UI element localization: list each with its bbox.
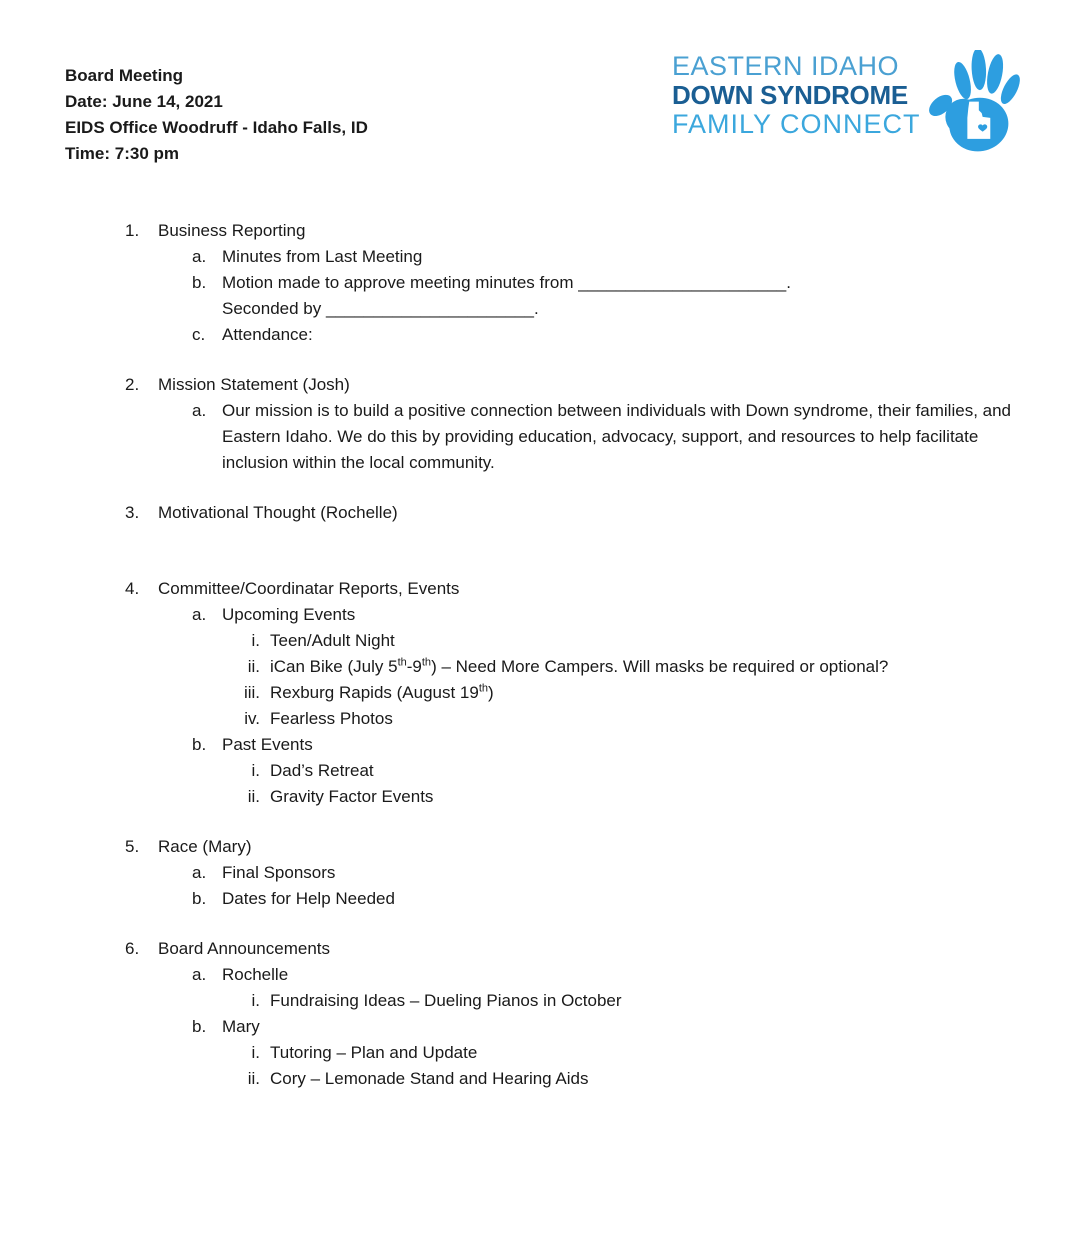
list-marker: 2. (125, 375, 140, 394)
org-logo-text (672, 52, 921, 139)
agenda-item-1a (0, 244, 1080, 270)
agenda-item-text: Fearless Photos (270, 709, 393, 728)
text-part: iCan Bike (July 5 (270, 657, 398, 676)
list-marker: i. (251, 761, 260, 780)
agenda-item-2 (0, 372, 1080, 398)
agenda-item-text: Business Reporting (158, 221, 306, 240)
meeting-info (65, 63, 368, 167)
agenda-item-5 (0, 834, 1080, 860)
agenda-item-text: Gravity Factor Events (270, 787, 434, 806)
list-marker: a. (192, 605, 207, 624)
agenda-outline (0, 218, 1080, 1092)
agenda-item-4a-iv (0, 706, 1080, 732)
agenda-item-text: Motion made to approve meeting minutes from ______________________. (222, 273, 791, 292)
agenda-item-4b-ii (0, 784, 1080, 810)
agenda-item-text: Tutoring – Plan and Update (270, 1043, 478, 1062)
list-marker: iii. (243, 683, 260, 702)
agenda-item-text: Fundraising Ideas – Dueling Pianos in October (270, 991, 622, 1010)
text-part: Rexburg Rapids (August 19 (270, 683, 479, 702)
agenda-item-text: Dad’s Retreat (270, 761, 374, 780)
agenda-item-text: Board Announcements (158, 939, 331, 958)
agenda-item-4b-i (0, 758, 1080, 784)
agenda-item-3 (0, 500, 1080, 526)
agenda-item-text: Past Events (222, 735, 313, 754)
agenda-item-text: Rochelle (222, 965, 289, 984)
handprint-idaho-icon (927, 50, 1023, 158)
org-logo-line3: FAMILY CONNECT (672, 109, 921, 139)
list-marker: ii. (247, 1069, 260, 1088)
list-marker: a. (192, 863, 207, 882)
agenda-item-4b (0, 732, 1080, 758)
text-part: -9 (406, 657, 422, 676)
agenda-item-1 (0, 218, 1080, 244)
agenda-item-text: Final Sponsors (222, 863, 336, 882)
agenda-item-5a (0, 860, 1080, 886)
list-marker: 1. (125, 221, 140, 240)
list-marker: a. (192, 401, 207, 420)
list-marker: i. (251, 1043, 260, 1062)
list-marker: 4. (125, 579, 140, 598)
list-marker: i. (251, 991, 260, 1010)
agenda-item-6a-i (0, 988, 1080, 1014)
list-marker: b. (192, 1017, 207, 1036)
agenda-item-2a (0, 398, 1080, 476)
list-marker: b. (192, 735, 207, 754)
agenda-item-6 (0, 936, 1080, 962)
list-marker: 5. (125, 837, 140, 856)
agenda-item-text: Cory – Lemonade Stand and Hearing Aids (270, 1069, 589, 1088)
list-marker: ii. (247, 657, 260, 676)
org-logo-line1: EASTERN IDAHO (672, 51, 900, 81)
agenda-item-text: Race (Mary) (158, 837, 252, 856)
agenda-item-text: Upcoming Events (222, 605, 356, 624)
agenda-item-4a-i (0, 628, 1080, 654)
agenda-item-1b-continued (0, 296, 1080, 322)
ordinal-superscript: th (478, 682, 489, 695)
agenda-item-6a (0, 962, 1080, 988)
list-marker: ii. (247, 787, 260, 806)
agenda-item-text: Motivational Thought (Rochelle) (158, 503, 398, 522)
agenda-item-1b (0, 270, 1080, 296)
agenda-item-text: Our mission is to build a positive connection between individuals with Down syndrome, their families, and Eastern Idaho. We do this by providing education, advocacy, support, and resources to help facilitate inclusion within the local community. (222, 401, 1011, 472)
meeting-location: EIDS Office Woodruff - Idaho Falls, ID (65, 118, 368, 137)
ordinal-superscript: th (397, 656, 407, 669)
ordinal-superscript: th (421, 656, 432, 669)
agenda-item-text (270, 680, 494, 706)
list-marker: c. (192, 325, 206, 344)
agenda-item-text: Mary (222, 1017, 260, 1036)
agenda-item-4a (0, 602, 1080, 628)
agenda-item-4a-ii (0, 654, 1080, 680)
list-marker: a. (192, 247, 207, 266)
agenda-item-6b (0, 1014, 1080, 1040)
agenda-item-5b (0, 886, 1080, 912)
agenda-item-text: Seconded by ______________________. (222, 299, 539, 318)
agenda-item-text (270, 654, 888, 680)
agenda-item-1c (0, 322, 1080, 348)
org-logo-line2: DOWN SYNDROME (672, 80, 908, 110)
text-part: ) – Need More Campers. Will masks be required or optional? (431, 657, 889, 676)
agenda-item-4 (0, 576, 1080, 602)
agenda-item-4a-iii (0, 680, 1080, 706)
text-part: ) (488, 683, 494, 702)
agenda-item-6b-ii (0, 1066, 1080, 1092)
list-marker: iv. (244, 709, 260, 728)
meeting-title: Board Meeting (65, 66, 184, 85)
org-logo (672, 52, 1023, 158)
agenda-item-text: Committee/Coordinatar Reports, Events (158, 579, 460, 598)
agenda-item-text: Dates for Help Needed (222, 889, 395, 908)
meeting-date: Date: June 14, 2021 (65, 92, 223, 111)
list-marker: b. (192, 889, 207, 908)
agenda-item-text: Teen/Adult Night (270, 631, 395, 650)
meeting-time: Time: 7:30 pm (65, 144, 180, 163)
list-marker: 3. (125, 503, 140, 522)
list-marker: i. (251, 631, 260, 650)
list-marker: b. (192, 273, 207, 292)
agenda-item-text: Minutes from Last Meeting (222, 247, 423, 266)
agenda-item-text: Mission Statement (Josh) (158, 375, 350, 394)
agenda-item-text: Attendance: (222, 325, 313, 344)
agenda-item-6b-i (0, 1040, 1080, 1066)
list-marker: a. (192, 965, 207, 984)
list-marker: 6. (125, 939, 140, 958)
